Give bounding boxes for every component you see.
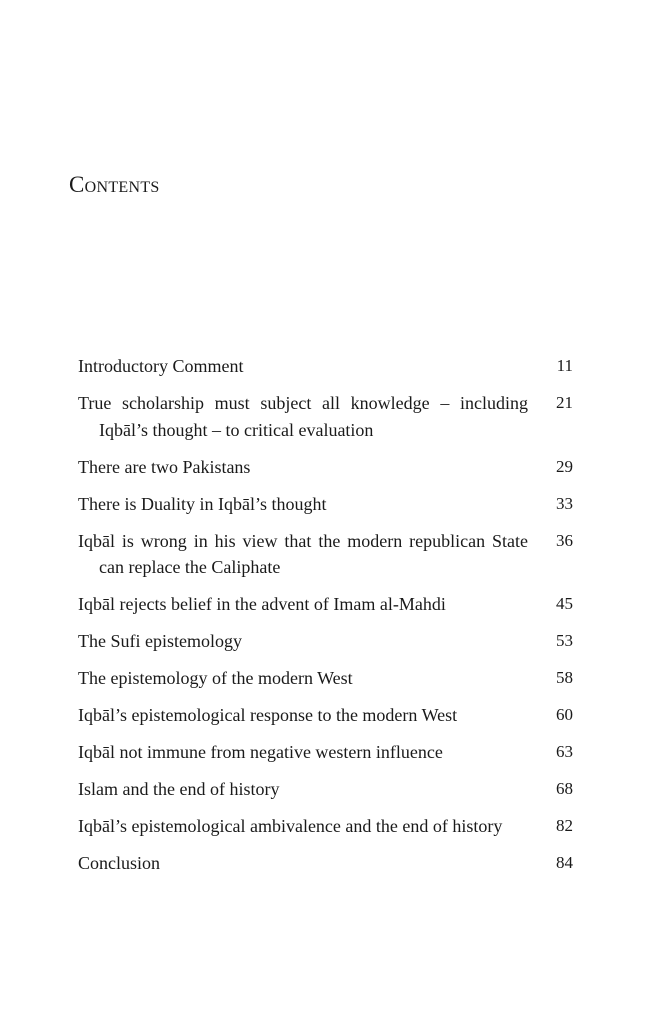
toc-entry[interactable] bbox=[78, 528, 573, 581]
toc-entry-title: Iqbāl is wrong in his view that the modern republican State can replace the Caliphate bbox=[78, 530, 528, 577]
toc-entry-page-number: 84 bbox=[556, 853, 573, 872]
toc-entry[interactable] bbox=[78, 850, 573, 877]
toc-entry[interactable] bbox=[78, 491, 573, 518]
toc-entry[interactable] bbox=[78, 739, 573, 766]
toc-entry-page-number: 68 bbox=[556, 779, 573, 798]
toc-entry-page-number: 21 bbox=[556, 393, 573, 412]
page-title: Contents bbox=[69, 172, 160, 197]
toc-entry-title: Iqbāl’s epistemological ambivalence and the end of history bbox=[78, 816, 503, 836]
toc-entry[interactable] bbox=[78, 813, 573, 840]
toc-entry-title: The Sufi epistemology bbox=[78, 631, 242, 651]
toc-entry-title: True scholarship must subject all knowledge – including Iqbāl’s thought – to critical evaluation bbox=[78, 393, 528, 440]
table-of-contents bbox=[78, 353, 573, 887]
toc-entry-page-number: 36 bbox=[556, 530, 573, 550]
toc-entry[interactable] bbox=[78, 353, 573, 380]
toc-entry-title: Iqbāl not immune from negative western influence bbox=[78, 742, 443, 762]
toc-entry-page-number: 53 bbox=[556, 631, 573, 650]
toc-entry[interactable] bbox=[78, 702, 573, 729]
toc-entry[interactable] bbox=[78, 591, 573, 618]
toc-entry-title: The epistemology of the modern West bbox=[78, 668, 353, 688]
toc-entry-page-number: 58 bbox=[556, 668, 573, 687]
toc-entry-title: Introductory Comment bbox=[78, 356, 244, 376]
toc-entry-title: There are two Pakistans bbox=[78, 456, 251, 477]
toc-entry-page-number: 45 bbox=[556, 594, 573, 613]
toc-entry-title: Islam and the end of history bbox=[78, 779, 280, 799]
toc-entry[interactable] bbox=[78, 665, 573, 692]
toc-entry-title: Iqbāl rejects belief in the advent of Imam al-Mahdi bbox=[78, 594, 446, 614]
toc-entry-page-number: 82 bbox=[556, 816, 573, 835]
toc-entry-title: Conclusion bbox=[78, 853, 161, 873]
toc-entry-page-number: 11 bbox=[556, 356, 573, 375]
toc-entry-title: There is Duality in Iqbāl’s thought bbox=[78, 493, 327, 514]
toc-entry-page-number: 33 bbox=[556, 493, 573, 513]
toc-entry[interactable] bbox=[78, 390, 573, 443]
toc-entry-page-number: 63 bbox=[556, 742, 573, 761]
toc-entry-title: Iqbāl’s epistemological response to the modern West bbox=[78, 705, 458, 725]
toc-entry-page-number: 60 bbox=[556, 705, 573, 724]
toc-entry[interactable] bbox=[78, 628, 573, 655]
toc-entry[interactable] bbox=[78, 776, 573, 803]
toc-entry[interactable] bbox=[78, 454, 573, 481]
toc-entry-page-number: 29 bbox=[556, 456, 573, 476]
